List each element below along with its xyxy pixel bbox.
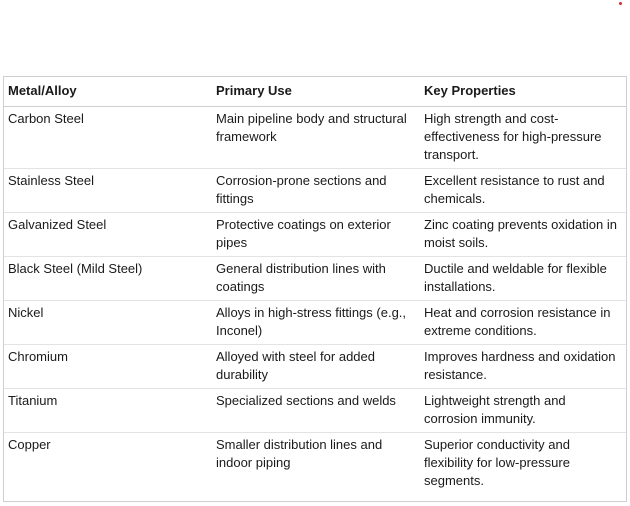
header-key-properties: Key Properties (420, 77, 626, 107)
cell-key-properties: Excellent resistance to rust and chemicals. (420, 169, 626, 213)
cell-metal-alloy: Galvanized Steel (4, 213, 212, 257)
cell-key-properties: Superior conductivity and flexibility for low-pressure segments. (424, 437, 570, 488)
metals-table-container (3, 76, 627, 502)
cell-key-properties: Lightweight strength and corrosion immunity. (420, 389, 626, 433)
cell-key-properties: Improves hardness and oxidation resistance. (420, 345, 626, 389)
table-row (4, 301, 626, 345)
cell-metal-alloy: Nickel (4, 301, 212, 345)
table-row (4, 257, 626, 301)
cell-primary-use: Alloyed with steel for added durability (212, 345, 420, 389)
cell-metal-alloy: Chromium (4, 345, 212, 389)
cell-key-properties: Zinc coating prevents oxidation in moist soils. (420, 213, 626, 257)
table-row (4, 213, 626, 257)
cell-primary-use: Specialized sections and welds (212, 389, 420, 433)
cell-primary-use: Main pipeline body and structural framework (212, 107, 420, 169)
cell-primary-use: Protective coatings on exterior pipes (212, 213, 420, 257)
table-body (4, 107, 626, 495)
cell-metal-alloy: Copper (8, 437, 51, 452)
cell-key-properties: High strength and cost-effectiveness for high-pressure transport. (420, 107, 626, 169)
table-row (4, 389, 626, 433)
cell-metal-alloy: Titanium (4, 389, 212, 433)
cell-metal-alloy: Black Steel (Mild Steel) (4, 257, 212, 301)
cell-primary-use: Alloys in high-stress fittings (e.g., Inconel) (212, 301, 420, 345)
cell-metal-alloy: Stainless Steel (4, 169, 212, 213)
table-row (4, 345, 626, 389)
cell-metal-alloy: Carbon Steel (4, 107, 212, 169)
cell-primary-use: Corrosion-prone sections and fittings (212, 169, 420, 213)
cell-primary-use: Smaller distribution lines and indoor piping (216, 437, 383, 470)
metals-table (4, 77, 626, 494)
red-dot-marker (619, 2, 622, 5)
table-row (4, 433, 626, 495)
cell-primary-use: General distribution lines with coatings (212, 257, 420, 301)
table-row (4, 107, 626, 169)
cell-key-properties: Heat and corrosion resistance in extreme conditions. (420, 301, 626, 345)
cell-key-properties: Ductile and weldable for flexible installations. (420, 257, 626, 301)
table-row (4, 169, 626, 213)
table-header-row (4, 77, 626, 107)
header-metal-alloy: Metal/Alloy (4, 77, 212, 107)
header-primary-use: Primary Use (212, 77, 420, 107)
